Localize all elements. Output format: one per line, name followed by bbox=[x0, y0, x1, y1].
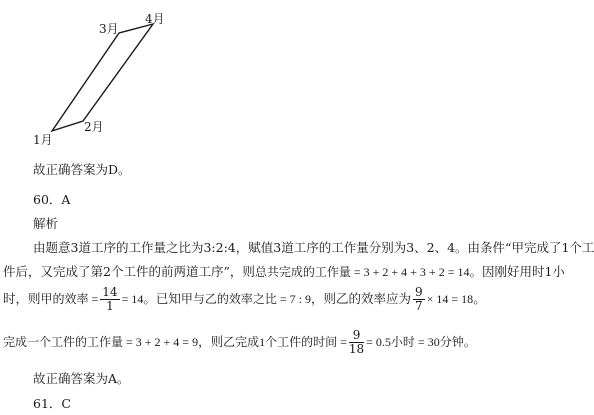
fraction-numerator: 9 bbox=[349, 329, 364, 343]
label-month-4: 4月 bbox=[145, 12, 165, 26]
line3-prefix: 时，则 bbox=[3, 291, 41, 306]
line3-ratio: 甲与乙的效率之比 = 7 : 9 bbox=[180, 292, 311, 306]
line4-workload: 完成一个工件的工作量 = 3 + 2 + 4 = 9 bbox=[3, 335, 199, 349]
question-61-heading: 61．C bbox=[33, 396, 71, 411]
label-month-1: 1月 bbox=[33, 133, 53, 147]
line3-mid: 。已知 bbox=[143, 291, 181, 306]
fraction-denominator: 18 bbox=[348, 342, 365, 356]
fraction-14-over-1 bbox=[100, 286, 119, 313]
answer-line-d: 故正确答案为D。 bbox=[33, 162, 131, 177]
label-month-3: 3月 bbox=[99, 22, 119, 36]
paragraph-line-3 bbox=[3, 286, 486, 313]
fraction-denominator: 7 bbox=[415, 299, 423, 313]
fraction-numerator: 14 bbox=[102, 285, 118, 299]
line2-formula-total-work: 总共完成的工作量 = 3 + 2 + 4 + 3 + 2 = 14 bbox=[254, 265, 470, 279]
line4-end: 。 bbox=[463, 334, 477, 349]
parallelogram-shape bbox=[52, 24, 153, 131]
line4-time-label: 乙完成1个工件的时间 = bbox=[223, 335, 347, 349]
fraction-9-over-7 bbox=[413, 286, 425, 313]
parallelogram-figure bbox=[0, 0, 553, 150]
paragraph-line-1: 由题意3道工序的工作量之比为3:2:4，赋值3道工序的工作量分别为3、2、4。由条件“甲完成了1个工 bbox=[33, 240, 594, 255]
line3-end: 。 bbox=[473, 291, 486, 306]
line4-then: ，则 bbox=[198, 334, 224, 349]
fraction-denominator: 1 bbox=[106, 299, 114, 313]
answer-line-a: 故正确答案为A。 bbox=[33, 371, 130, 386]
paragraph-line-2 bbox=[3, 262, 565, 280]
analysis-label: 解析 bbox=[33, 216, 59, 231]
line4-result: = 0.5小时 = 30分钟 bbox=[366, 335, 464, 349]
line2-text-c: 。因刚好用时1小 bbox=[469, 264, 565, 279]
line3-mid2: ，则乙的效率应为 bbox=[310, 291, 411, 306]
line3-eq1: = 14 bbox=[121, 292, 144, 306]
question-60-heading: 60．A bbox=[33, 192, 71, 207]
line3-eq2: × 14 = 18 bbox=[426, 292, 474, 306]
fraction-9-over-18 bbox=[349, 329, 364, 356]
line3-eff-label: 甲的效率 = bbox=[40, 292, 99, 306]
fraction-numerator: 9 bbox=[415, 285, 423, 299]
paragraph-line-4 bbox=[3, 329, 476, 356]
label-month-2: 2月 bbox=[84, 120, 104, 134]
line2-text-a: 件后，又完成了第2个工件的前两道工序”，则 bbox=[3, 264, 255, 279]
